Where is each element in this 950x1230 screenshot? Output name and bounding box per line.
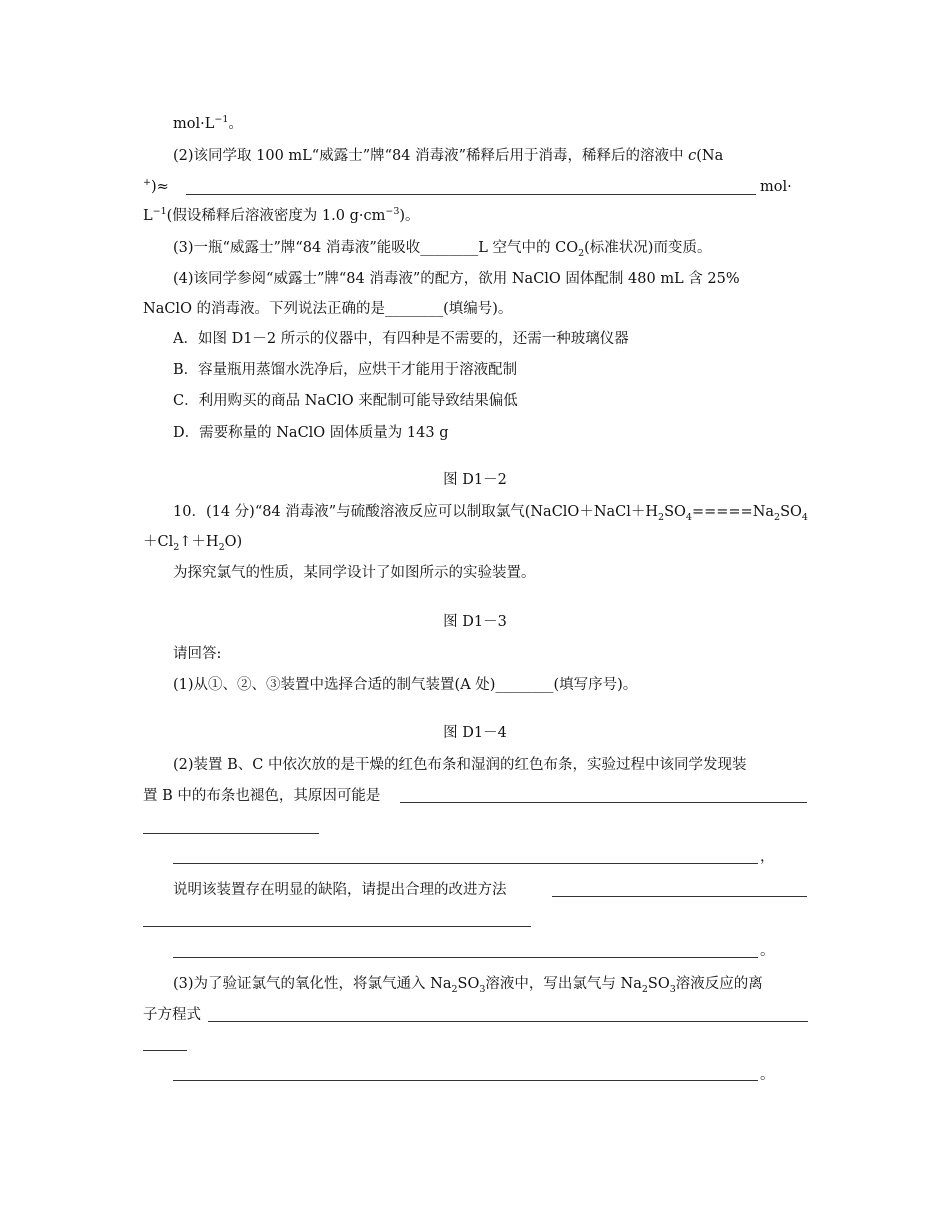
answer-blank[interactable] [552,896,807,897]
question-2-line-1: (2)该同学取 100 mL“威露士”牌“84 消毒液”稀释后用于消毒，稀释后的溶液中 c(Na [173,148,724,164]
answer-blank[interactable] [143,1050,187,1051]
answer-blank[interactable] [173,863,758,864]
answer-blank[interactable] [186,194,756,195]
question-10-intro: 为探究氯气的性质，某同学设计了如图所示的实验装置。 [173,565,536,581]
question-3: (3)一瓶“威露士”牌“84 消毒液”能吸收________L 空气中的 $CO_2$(标准状况)而变质。 [173,240,712,259]
answer-blank[interactable] [173,957,758,958]
period: 。 [760,943,775,959]
answer-blank[interactable]: ________ [385,301,444,317]
answer-blank[interactable] [143,833,319,834]
subquestion-2-line-2: 置 B 中的布条也褪色，其原因可能是 [143,788,381,804]
figure-caption-d1-2: 图 D1－2 [443,472,507,488]
subquestion-2-line-1: (2)装置 B、C 中依次放的是干燥的红色布条和湿润的红色布条，实验过程中该同学发现装 [173,757,747,773]
question-2-unit: mol· [760,179,792,195]
question-10-line-2: $+Cl_2↑+H_2O$) [143,534,243,553]
question-2-line-3: $L^{-1}$(假设稀释后溶液密度为 1.0 $g\cdot cm^{-3}$)。 [143,206,420,224]
answer-blank[interactable] [400,802,807,803]
question-10-line-1: 10．(14 分)“84 消毒液”与硫酸溶液反应可以制取氯气($NaClO+NaCl+H_2SO_4=====Na_2SO_4$ [173,504,808,523]
figure-caption-d1-4: 图 D1－4 [443,725,507,741]
option-a: A．如图 D1－2 所示的仪器中，有四种是不需要的，还需一种玻璃仪器 [173,331,629,347]
subquestion-1: (1)从①、②、③装置中选择合适的制气装置(A 处)________(填写序号)。 [173,677,638,693]
unit-line: $mol\cdot L^{-1}$。 [173,114,243,132]
question-2-line-2: +)≈ [143,177,169,195]
question-4-line-1: (4)该同学参阅“威露士”牌“84 消毒液”的配方，欲用 NaClO 固体配制 480 mL 含 25% [173,271,740,287]
subquestion-3-line-2: 子方程式 [143,1007,201,1023]
option-d: D．需要称量的 NaClO 固体质量为 143 g [173,425,449,441]
question-4-line-2: NaClO 的消毒液。下列说法正确的是________(填编号)。 [143,301,513,317]
option-b: B．容量瓶用蒸馏水洗净后，应烘干才能用于溶液配制 [173,362,518,378]
subquestion-3-line-1: (3)为了验证氯气的氧化性，将氯气通入 $Na_2SO_3$溶液中，写出氯气与 $Na_2SO_3$溶液反应的离 [173,976,763,995]
comma: ， [760,849,775,865]
ask-label: 请回答: [173,646,222,662]
period: 。 [760,1067,775,1083]
subquestion-2-line-3: 说明该装置存在明显的缺陷，请提出合理的改进方法 [173,882,507,898]
answer-blank[interactable]: ________ [420,240,479,256]
option-c: C．利用购买的商品 NaClO 来配制可能导致结果偏低 [173,393,518,409]
answer-blank[interactable] [143,926,531,927]
answer-blank[interactable]: ________ [495,677,554,693]
figure-caption-d1-3: 图 D1－3 [443,614,507,630]
answer-blank[interactable] [173,1080,758,1081]
answer-blank[interactable] [208,1021,808,1022]
